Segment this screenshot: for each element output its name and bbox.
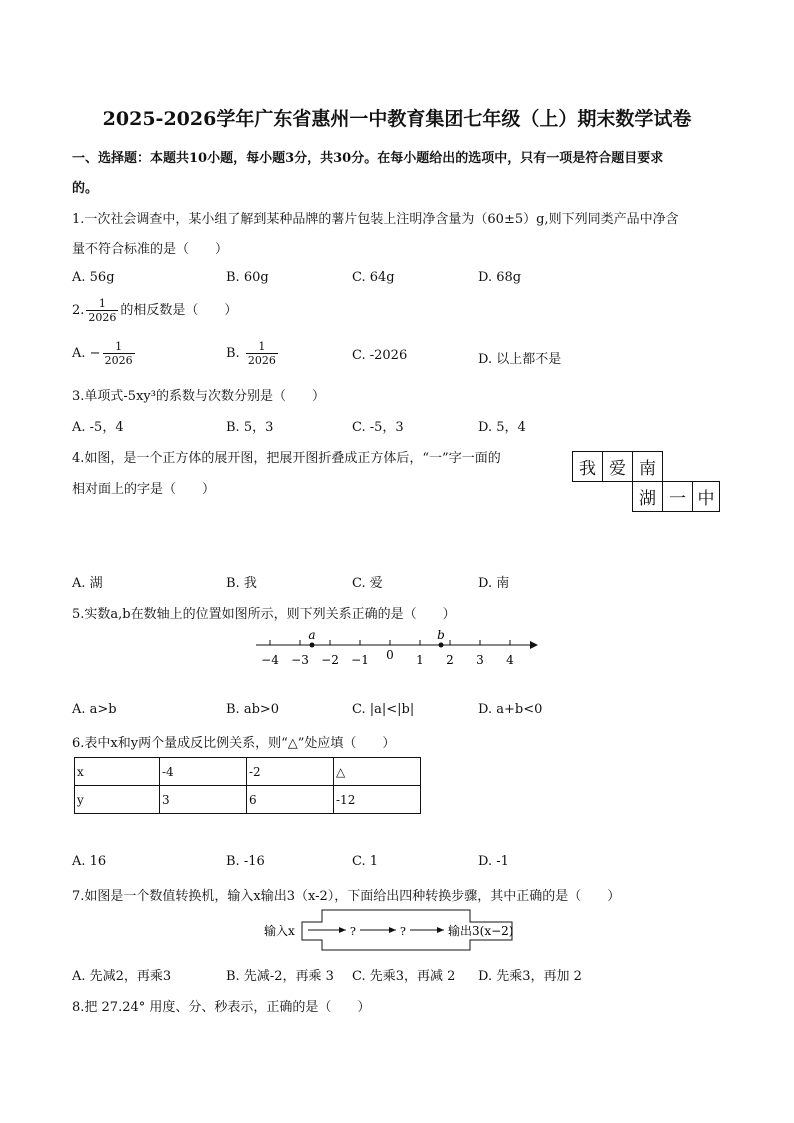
table-cell: -4 [160,758,247,786]
q1-option-b: B. 60g [226,270,269,285]
q3-option-c: C. -5，3 [352,420,404,435]
table-cell: 6 [247,786,334,814]
table-cell: -12 [334,786,421,814]
number-line-tick-label: −4 [261,653,279,667]
table-cell: △ [334,758,421,786]
diagram-step-2: ? [400,925,406,938]
q2-option-b-fraction [246,340,278,367]
q6-option-b: B. -16 [226,854,265,869]
q2-option-c: C. -2026 [352,348,408,363]
q7-option-b: B. 先减-2，再乘 3 [226,969,334,984]
question-1: 1.一次社会调查中，某小组了解到某种品牌的薯片包装上注明净含量为（60±5）g,则下列同类产品中净含 [72,212,679,227]
question-4-cont: 相对面上的字是（ ） [72,482,216,497]
q4-option-b: B. 我 [226,576,257,591]
q4-option-a: A. 湖 [72,576,103,591]
table-row [75,786,421,814]
q5-option-d: D. a+b<0 [478,702,543,717]
table-cell: -2 [247,758,334,786]
q2-option-b-label: B. [226,346,240,361]
table-cell: x [75,758,160,786]
number-line-tick-label: 2 [446,653,454,667]
diagram-input-label: 输入x [264,924,295,938]
q2-fraction [86,297,118,324]
q2-option-a-sign: − [89,346,101,361]
q2-option-b-den: 2026 [247,354,276,367]
q2-number: 2. [72,303,85,318]
question-1-cont: 量不符合标准的是（ ） [72,242,229,257]
q4-option-c: C. 爱 [352,576,383,591]
proportion-table [74,757,421,814]
point-b [439,643,444,648]
q2-option-b [226,340,280,367]
number-line-tick-label: 0 [386,648,394,662]
number-line-tick-label: −2 [321,653,339,667]
cube-face-4: 湖 [632,481,663,512]
q1-option-a: A. 56g [72,270,115,285]
q5-option-a: A. a>b [72,702,117,717]
number-line-tick-label: −1 [351,653,369,667]
q2-option-a-den: 2026 [104,354,133,367]
q7-option-c: C. 先乘3，再减 2 [352,969,456,984]
q2-text: 的相反数是（ ） [120,303,238,318]
q2-fraction-den: 2026 [88,311,117,324]
point-a-label: a [308,628,316,642]
q3-option-d: D. 5，4 [478,420,526,435]
q7-option-a: A. 先减2，再乘3 [72,969,172,984]
diagram-step-1: ? [350,925,356,938]
q2-fraction-num: 1 [98,297,106,310]
question-3: 3.单项式-5xy³的系数与次数分别是（ ） [72,389,325,404]
cube-face-6: 中 [692,481,720,512]
q6-option-d: D. -1 [478,854,509,869]
number-line-tick-label: 3 [476,653,484,667]
table-cell: y [75,786,160,814]
point-b-label: b [437,628,445,642]
number-line-tick-label: 1 [416,653,424,667]
q2-option-b-num: 1 [258,340,266,353]
cube-face-2: 爱 [602,451,633,482]
q6-option-a: A. 16 [72,854,107,869]
conversion-machine-diagram [262,908,542,952]
q5-option-c: C. |a|<|b| [352,702,415,717]
question-8: 8.把 27.24° 用度、分、秒表示，正确的是（ ） [72,1000,371,1015]
q1-option-c: C. 64g [352,270,395,285]
q2-option-d: D. 以上都不是 [478,352,562,367]
q2-option-a-label: A. [72,346,86,361]
cube-face-5: 一 [662,481,693,512]
diagram-output-label: 输出3(x−2) [448,924,514,938]
q4-option-d: D. 南 [478,576,510,591]
table-row [75,758,421,786]
q3-option-a: A. -5，4 [72,420,124,435]
q3-option-b: B. 5，3 [226,420,274,435]
question-4: 4.如图，是一个正方体的展开图，把展开图折叠成正方体后，“一”字一面的 [72,451,501,466]
question-6: 6.表中x和y两个量成反比例关系，则“△”处应填（ ） [72,736,396,751]
cube-face-3: 南 [632,451,663,482]
q6-option-c: C. 1 [352,854,379,869]
number-line-tick-label: 4 [506,653,514,667]
question-5: 5.实数a,b在数轴上的位置如图所示，则下列关系正确的是（ ） [72,607,456,622]
number-line-arrowhead [530,641,538,649]
point-a [310,643,315,648]
q2-option-a-num: 1 [115,340,123,353]
number-line-tick-label: −3 [291,653,309,667]
question-2 [72,297,237,324]
q2-option-a-fraction [103,340,135,367]
q1-option-d: D. 68g [478,270,522,285]
q2-option-a [72,340,137,367]
section-heading: 一、选择题：本题共10小题，每小题3分，共30分。在每小题给出的选项中，只有一项是符合题目要求 [72,151,664,166]
q5-option-b: B. ab>0 [226,702,280,717]
question-7: 7.如图是一个数值转换机，输入x输出3（x-2），下面给出四种转换步骤，其中正确的是（ ） [72,889,621,904]
q7-option-d: D. 先乘3，再加 2 [478,969,582,984]
cube-face-1: 我 [572,451,603,482]
section-heading-cont: 的。 [72,181,99,196]
page-title: 2025-2026学年广东省惠州一中教育集团七年级（上）期末数学试卷 [102,108,692,130]
number-line-diagram [250,625,540,673]
table-cell: 3 [160,786,247,814]
